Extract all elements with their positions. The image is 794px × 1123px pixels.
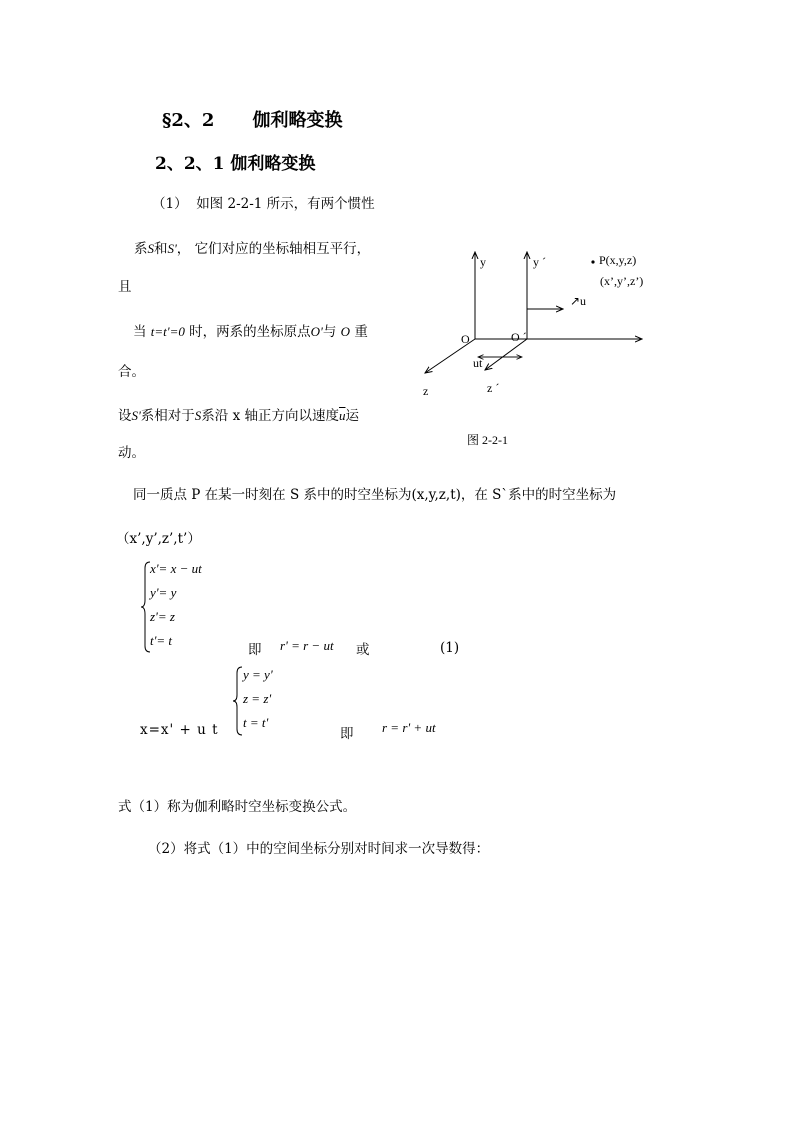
symbol-t-eq: t=t'=0 — [150, 324, 185, 339]
eq1-vector: r' = r − ut — [280, 638, 334, 653]
para1-text6a: 系相对于 — [140, 408, 195, 424]
item-prefix: （1） — [152, 196, 188, 212]
label-O: O — [461, 332, 470, 346]
subsection-heading — [155, 149, 315, 174]
symbol-u-vector: $\overline{u}$ — [338, 408, 346, 423]
para2-line2: （x’,y’,z’,t’） — [116, 531, 201, 547]
label-P: P(x,y,z) — [599, 253, 637, 267]
label-ut: ut — [473, 356, 483, 370]
subsection-number: 2、2、1 — [155, 154, 225, 174]
label-z: z — [423, 384, 429, 398]
eq1-row-1: x'= x − ut — [150, 561, 202, 576]
eq1-number: (1) — [440, 640, 460, 656]
eq2-vector: r = r' + ut — [382, 720, 436, 735]
eq2-row-3: t = t' — [243, 715, 269, 730]
para2-line1: 同一质点 P 在某一时刻在 S 系中的时空坐标为(x,y,z,t)，在 S`系中的时空坐标为 — [133, 487, 617, 503]
section-number: §2、2 — [162, 110, 215, 131]
symbol-S-2: S — [194, 408, 202, 423]
para1-text4: 时，两系的坐标原点 — [189, 324, 311, 340]
eq1-row-2: y'= y — [150, 585, 177, 600]
para1-line5: 合。 — [118, 364, 145, 380]
para1-line4 — [133, 320, 368, 340]
para1-line7: 动。 — [118, 445, 145, 461]
symbol-Sp: S' — [167, 241, 177, 256]
section-title: 伽利略变换 — [252, 110, 343, 131]
label-Op: O ´ — [511, 330, 527, 344]
para4: （2）将式（1）中的空间坐标分别对时间求一次导数得： — [148, 841, 490, 857]
text-zhong: 重 — [354, 324, 368, 340]
para1-text2: ， 它们对应的坐标轴相互平行， — [176, 241, 371, 257]
section-heading — [162, 106, 342, 132]
para1-text6b: 系沿 x 轴正方向以速度 — [201, 408, 339, 424]
label-Pp: (x’,y’,z’) — [600, 274, 644, 288]
symbol-Op: O' — [310, 324, 323, 339]
text-yu: 与 — [322, 324, 337, 340]
eq2-row-2: z = z' — [243, 691, 272, 706]
subsection-title: 伽利略变换 — [230, 154, 316, 174]
eq1-row-3: z'= z — [150, 609, 175, 624]
para3: 式（1）称为伽利略时空坐标变换公式。 — [118, 799, 357, 815]
text-yun: 运 — [345, 408, 359, 424]
text-dang: 当 — [133, 324, 147, 340]
eq2-ji: 即 — [340, 726, 354, 742]
label-yp: y ´ — [533, 255, 546, 269]
symbol-O: O — [340, 324, 351, 339]
para1-line2 — [134, 237, 370, 257]
text-she: 设 — [118, 408, 132, 424]
para1-line3: 且 — [118, 279, 132, 295]
label-zp: z ´ — [487, 381, 500, 395]
eq1-ji: 即 — [248, 642, 262, 658]
coordinate-figure — [400, 240, 660, 460]
para1-text1: 如图 2-2-1 所示，有两个惯性 — [196, 196, 375, 212]
para1-line1 — [152, 192, 375, 212]
symbol-S: S — [147, 241, 154, 256]
eq2-left: x=x' + u t — [140, 722, 219, 738]
symbol-Sp-2: S' — [131, 408, 141, 423]
text-he: 和 — [154, 241, 168, 257]
figure-caption: 图 2-2-1 — [467, 433, 508, 447]
point-P — [591, 260, 594, 263]
para1-line6 — [118, 404, 359, 424]
eq1-or: 或 — [356, 642, 370, 658]
label-y: y — [480, 255, 486, 269]
eq2-row-1: y = y' — [243, 667, 273, 682]
eq1-row-4: t'= t — [150, 633, 173, 648]
text-xi: 系 — [134, 241, 148, 257]
u-mark: ↗u — [570, 294, 587, 308]
